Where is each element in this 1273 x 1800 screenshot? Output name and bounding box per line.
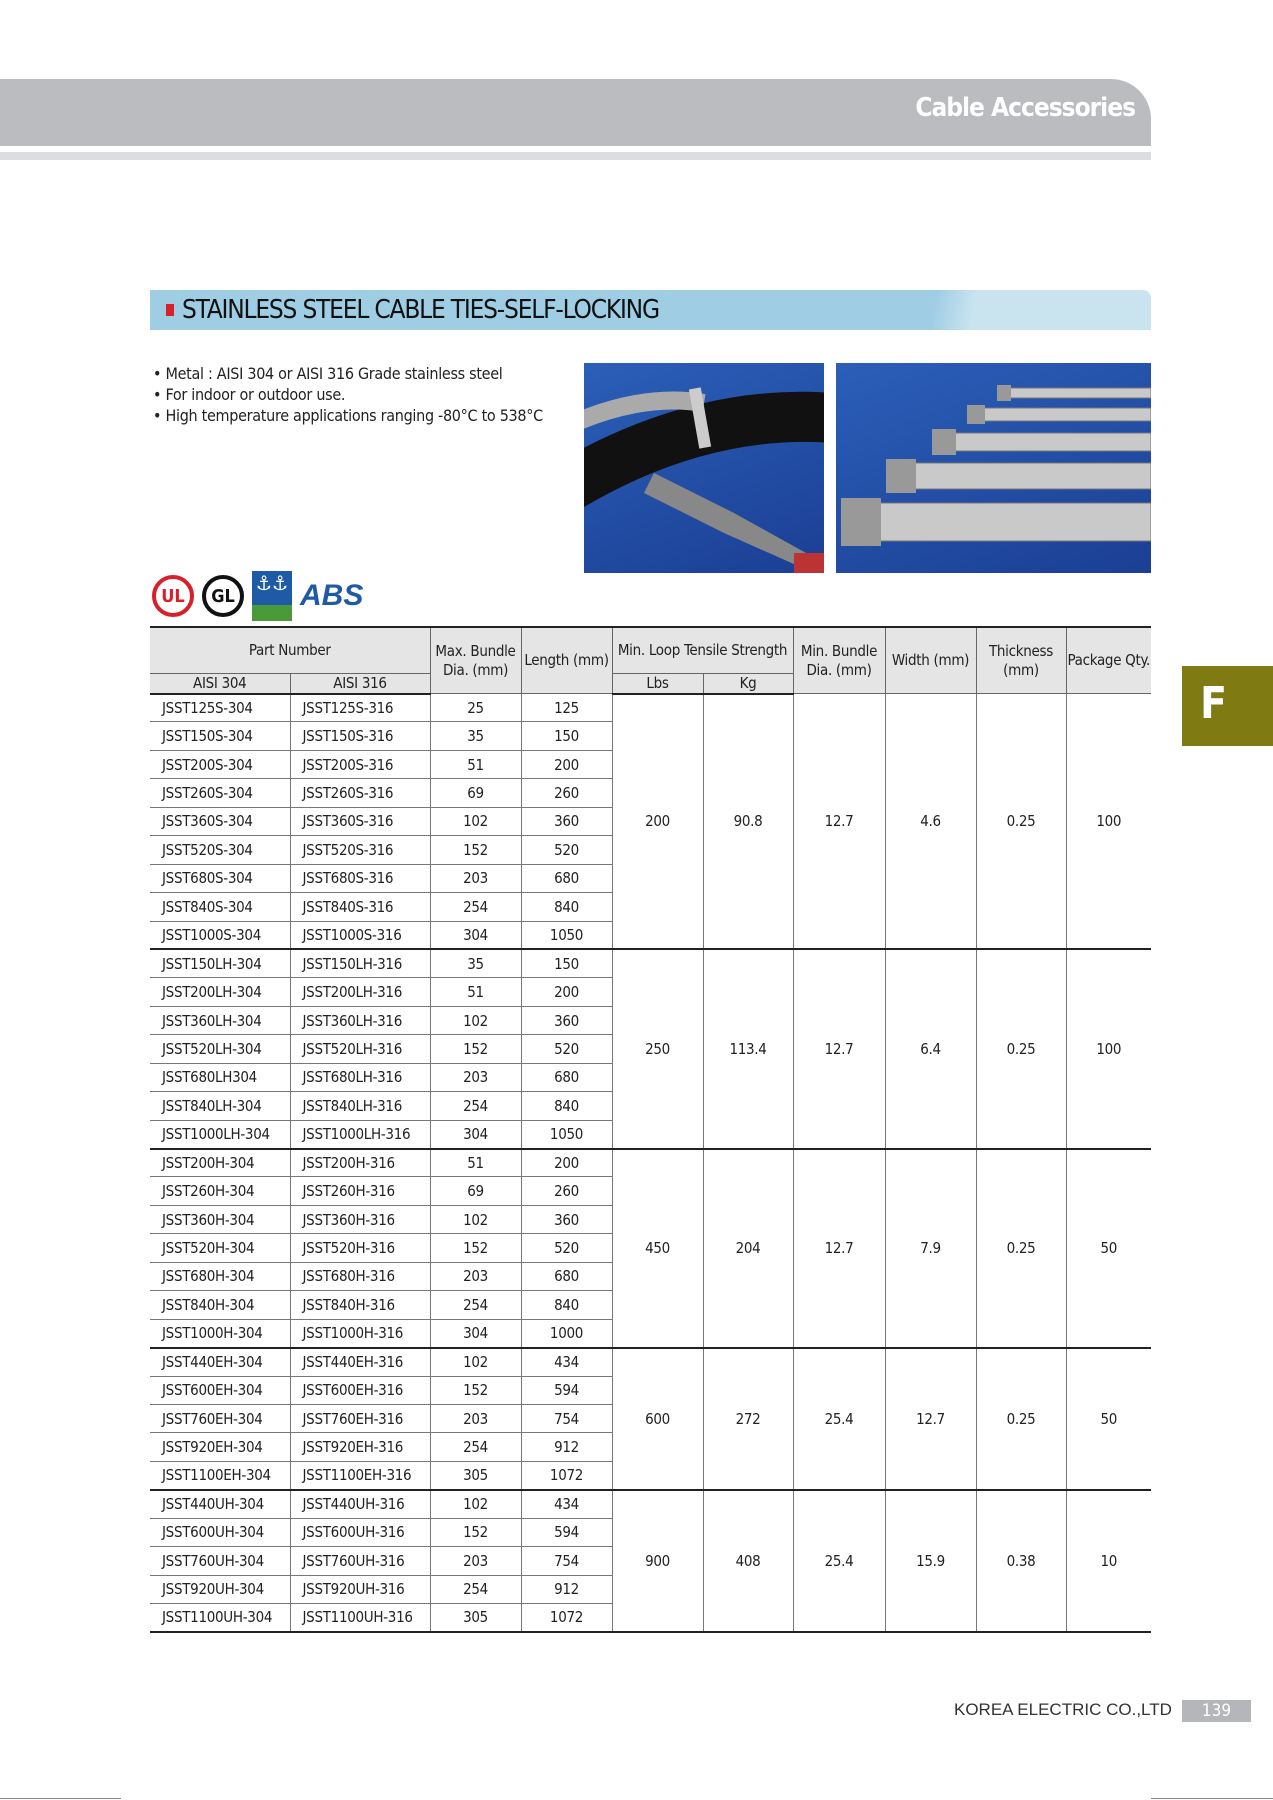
cell-max-bundle-dia: 102	[430, 1348, 521, 1376]
cell-lbs: 200	[612, 694, 703, 950]
cell-max-bundle-dia: 152	[430, 1518, 521, 1546]
cell-package: 100	[1066, 694, 1151, 950]
specifications-table	[150, 626, 1151, 1633]
cell-max-bundle-dia: 35	[430, 722, 521, 750]
cell-part-316: JSST840S-316	[290, 893, 430, 921]
cell-part-316: JSST920EH-316	[290, 1433, 430, 1461]
cell-part-304: JSST840LH-304	[150, 1092, 290, 1120]
cell-max-bundle-dia: 51	[430, 750, 521, 778]
cell-part-316: JSST600UH-316	[290, 1518, 430, 1546]
company-name: KOREA ELECTRIC CO.,LTD	[954, 1700, 1172, 1719]
header-lbs: Lbs	[612, 673, 703, 694]
cell-length: 680	[521, 1262, 612, 1290]
cell-width: 12.7	[885, 1348, 976, 1490]
cell-part-304: JSST360LH-304	[150, 1006, 290, 1034]
cell-length: 754	[521, 1404, 612, 1432]
cell-part-316: JSST520S-316	[290, 836, 430, 864]
cell-max-bundle-dia: 254	[430, 893, 521, 921]
gl-logo: GL	[202, 575, 244, 617]
cell-max-bundle-dia: 254	[430, 1291, 521, 1319]
cell-length: 360	[521, 1205, 612, 1233]
abs-logo-text: ABS	[300, 579, 364, 612]
feature-list	[153, 363, 543, 426]
cell-part-304: JSST760EH-304	[150, 1404, 290, 1432]
cell-kg: 204	[703, 1149, 793, 1348]
feature-item: • High temperature applications ranging -80°C to 538°C	[153, 406, 543, 425]
cell-length: 1000	[521, 1319, 612, 1347]
cell-part-304: JSST150S-304	[150, 722, 290, 750]
cell-min-bundle: 25.4	[793, 1490, 885, 1632]
cell-part-304: JSST1000LH-304	[150, 1120, 290, 1148]
header-width: Width (mm)	[885, 627, 976, 694]
cell-kg: 272	[703, 1348, 793, 1490]
ul-logo: UL	[152, 575, 194, 617]
cell-part-304: JSST1000S-304	[150, 921, 290, 949]
cell-part-304: JSST920UH-304	[150, 1575, 290, 1603]
cell-part-316: JSST125S-316	[290, 694, 430, 722]
cell-max-bundle-dia: 51	[430, 1149, 521, 1177]
table-row	[150, 694, 1151, 722]
cell-width: 7.9	[885, 1149, 976, 1348]
cell-thickness: 0.25	[976, 694, 1066, 950]
cell-part-304: JSST200H-304	[150, 1149, 290, 1177]
cell-part-316: JSST440EH-316	[290, 1348, 430, 1376]
cell-length: 200	[521, 750, 612, 778]
cell-part-316: JSST600EH-316	[290, 1376, 430, 1404]
cell-part-304: JSST125S-304	[150, 694, 290, 722]
cell-part-304: JSST1000H-304	[150, 1319, 290, 1347]
cell-length: 434	[521, 1490, 612, 1518]
cell-part-304: JSST440EH-304	[150, 1348, 290, 1376]
table-row	[150, 1149, 1151, 1177]
cell-max-bundle-dia: 25	[430, 694, 521, 722]
table-row	[150, 1348, 1151, 1376]
cell-max-bundle-dia: 35	[430, 949, 521, 977]
cell-max-bundle-dia: 203	[430, 864, 521, 892]
product-title: STAINLESS STEEL CABLE TIES-SELF-LOCKING	[182, 295, 659, 325]
cell-kg: 408	[703, 1490, 793, 1632]
cell-package: 10	[1066, 1490, 1151, 1632]
cell-package: 50	[1066, 1348, 1151, 1490]
cell-part-316: JSST440UH-316	[290, 1490, 430, 1518]
bottom-line-left	[0, 1798, 121, 1799]
cell-part-316: JSST840H-316	[290, 1291, 430, 1319]
cell-part-304: JSST150LH-304	[150, 949, 290, 977]
cell-part-304: JSST360H-304	[150, 1205, 290, 1233]
cell-max-bundle-dia: 152	[430, 1376, 521, 1404]
header-aisi316: AISI 316	[290, 673, 430, 694]
cell-min-bundle: 12.7	[793, 949, 885, 1148]
cell-max-bundle-dia: 203	[430, 1262, 521, 1290]
table-row	[150, 1490, 1151, 1518]
certification-logos	[152, 571, 363, 621]
cell-max-bundle-dia: 254	[430, 1092, 521, 1120]
abs-logo	[300, 579, 363, 613]
cell-length: 840	[521, 1291, 612, 1319]
cell-width: 6.4	[885, 949, 976, 1148]
cell-part-316: JSST260S-316	[290, 779, 430, 807]
cell-part-316: JSST1100EH-316	[290, 1461, 430, 1489]
cell-part-304: JSST600EH-304	[150, 1376, 290, 1404]
cell-length: 520	[521, 1234, 612, 1262]
cell-length: 1050	[521, 921, 612, 949]
cell-length: 912	[521, 1575, 612, 1603]
cell-max-bundle-dia: 152	[430, 836, 521, 864]
cell-length: 260	[521, 779, 612, 807]
cell-part-316: JSST200S-316	[290, 750, 430, 778]
product-title-band	[150, 290, 1151, 330]
header-part-number: Part Number	[150, 627, 430, 673]
cell-thickness: 0.38	[976, 1490, 1066, 1632]
cell-length: 200	[521, 1149, 612, 1177]
cell-part-304: JSST680H-304	[150, 1262, 290, 1290]
header-max-bundle: Max. Bundle Dia. (mm)	[430, 627, 521, 694]
cell-part-316: JSST200LH-316	[290, 978, 430, 1006]
cell-thickness: 0.25	[976, 949, 1066, 1148]
cell-part-304: JSST760UH-304	[150, 1547, 290, 1575]
cell-length: 360	[521, 807, 612, 835]
dnv-logo: ⚓⚓	[252, 571, 292, 621]
cell-max-bundle-dia: 304	[430, 1319, 521, 1347]
cell-part-316: JSST1000LH-316	[290, 1120, 430, 1148]
cell-part-316: JSST360H-316	[290, 1205, 430, 1233]
cell-part-316: JSST920UH-316	[290, 1575, 430, 1603]
cable-tie-installed-photo	[584, 363, 824, 573]
cell-length: 360	[521, 1006, 612, 1034]
cell-part-316: JSST150S-316	[290, 722, 430, 750]
cell-length: 1072	[521, 1604, 612, 1632]
section-tab-f: F	[1182, 666, 1273, 746]
cell-part-304: JSST360S-304	[150, 807, 290, 835]
cell-width: 15.9	[885, 1490, 976, 1632]
cell-length: 1072	[521, 1461, 612, 1489]
cell-part-316: JSST1000S-316	[290, 921, 430, 949]
cell-max-bundle-dia: 254	[430, 1575, 521, 1603]
cell-kg: 113.4	[703, 949, 793, 1148]
cell-part-304: JSST840S-304	[150, 893, 290, 921]
cell-length: 840	[521, 1092, 612, 1120]
cell-max-bundle-dia: 69	[430, 779, 521, 807]
cell-part-304: JSST520H-304	[150, 1234, 290, 1262]
cell-length: 680	[521, 1063, 612, 1091]
cell-part-316: JSST1100UH-316	[290, 1604, 430, 1632]
header-thickness: Thickness (mm)	[976, 627, 1066, 694]
bottom-line-right	[1151, 1798, 1273, 1799]
cell-max-bundle-dia: 304	[430, 921, 521, 949]
cell-lbs: 900	[612, 1490, 703, 1632]
cable-ties-sizes-photo	[836, 363, 1151, 573]
cell-min-bundle: 25.4	[793, 1348, 885, 1490]
cell-max-bundle-dia: 102	[430, 1490, 521, 1518]
cell-length: 150	[521, 949, 612, 977]
cell-part-316: JSST360S-316	[290, 807, 430, 835]
cell-part-304: JSST680LH304	[150, 1063, 290, 1091]
cell-max-bundle-dia: 203	[430, 1404, 521, 1432]
cell-part-316: JSST520LH-316	[290, 1035, 430, 1063]
cell-max-bundle-dia: 152	[430, 1234, 521, 1262]
cell-part-316: JSST520H-316	[290, 1234, 430, 1262]
header-stripe	[0, 152, 1151, 160]
cell-length: 150	[521, 722, 612, 750]
cell-max-bundle-dia: 152	[430, 1035, 521, 1063]
feature-item: • For indoor or outdoor use.	[153, 385, 346, 404]
cell-length: 520	[521, 836, 612, 864]
cell-max-bundle-dia: 69	[430, 1177, 521, 1205]
cell-part-316: JSST1000H-316	[290, 1319, 430, 1347]
section-title: Cable Accessories	[915, 93, 1135, 123]
cell-kg: 90.8	[703, 694, 793, 950]
cell-part-316: JSST680S-316	[290, 864, 430, 892]
cell-part-316: JSST150LH-316	[290, 949, 430, 977]
cell-max-bundle-dia: 102	[430, 1205, 521, 1233]
header-length: Length (mm)	[521, 627, 612, 694]
header-kg: Kg	[703, 673, 793, 694]
header-package-qty: Package Qty.	[1066, 627, 1151, 694]
cell-length: 520	[521, 1035, 612, 1063]
cell-part-316: JSST680LH-316	[290, 1063, 430, 1091]
cell-part-304: JSST520LH-304	[150, 1035, 290, 1063]
cell-length: 1050	[521, 1120, 612, 1148]
table-row	[150, 949, 1151, 977]
header-tensile-strength: Min. Loop Tensile Strength	[612, 627, 793, 673]
cell-length: 594	[521, 1518, 612, 1546]
cell-part-304: JSST920EH-304	[150, 1433, 290, 1461]
cell-max-bundle-dia: 203	[430, 1547, 521, 1575]
cell-lbs: 450	[612, 1149, 703, 1348]
cell-part-316: JSST200H-316	[290, 1149, 430, 1177]
page-number: 139	[1182, 1700, 1251, 1722]
cell-part-304: JSST200LH-304	[150, 978, 290, 1006]
cell-max-bundle-dia: 51	[430, 978, 521, 1006]
cell-part-304: JSST260H-304	[150, 1177, 290, 1205]
cell-part-316: JSST760EH-316	[290, 1404, 430, 1432]
cell-part-304: JSST600UH-304	[150, 1518, 290, 1546]
cell-length: 840	[521, 893, 612, 921]
section-header-bar	[0, 79, 1151, 146]
cell-length: 754	[521, 1547, 612, 1575]
header-min-bundle: Min. Bundle Dia. (mm)	[793, 627, 885, 694]
cell-part-304: JSST1100EH-304	[150, 1461, 290, 1489]
cell-length: 200	[521, 978, 612, 1006]
cell-length: 912	[521, 1433, 612, 1461]
cell-length: 125	[521, 694, 612, 722]
cell-part-304: JSST520S-304	[150, 836, 290, 864]
cell-width: 4.6	[885, 694, 976, 950]
cell-length: 680	[521, 864, 612, 892]
cell-min-bundle: 12.7	[793, 1149, 885, 1348]
cell-package: 100	[1066, 949, 1151, 1148]
cell-max-bundle-dia: 304	[430, 1120, 521, 1148]
cell-thickness: 0.25	[976, 1149, 1066, 1348]
cell-part-304: JSST680S-304	[150, 864, 290, 892]
red-square-icon	[166, 304, 174, 316]
cell-part-304: JSST200S-304	[150, 750, 290, 778]
cell-length: 260	[521, 1177, 612, 1205]
cell-max-bundle-dia: 102	[430, 1006, 521, 1034]
cell-length: 594	[521, 1376, 612, 1404]
cell-part-316: JSST840LH-316	[290, 1092, 430, 1120]
cell-max-bundle-dia: 102	[430, 807, 521, 835]
cell-part-316: JSST760UH-316	[290, 1547, 430, 1575]
cell-lbs: 250	[612, 949, 703, 1148]
cell-min-bundle: 12.7	[793, 694, 885, 950]
cell-part-304: JSST440UH-304	[150, 1490, 290, 1518]
cell-max-bundle-dia: 203	[430, 1063, 521, 1091]
cell-part-316: JSST680H-316	[290, 1262, 430, 1290]
cell-part-316: JSST260H-316	[290, 1177, 430, 1205]
cell-max-bundle-dia: 254	[430, 1433, 521, 1461]
header-aisi304: AISI 304	[150, 673, 290, 694]
cell-part-304: JSST260S-304	[150, 779, 290, 807]
cell-part-304: JSST1100UH-304	[150, 1604, 290, 1632]
cell-lbs: 600	[612, 1348, 703, 1490]
cell-part-304: JSST840H-304	[150, 1291, 290, 1319]
feature-item: • Metal : AISI 304 or AISI 316 Grade stainless steel	[153, 364, 503, 383]
cell-part-316: JSST360LH-316	[290, 1006, 430, 1034]
cell-max-bundle-dia: 305	[430, 1604, 521, 1632]
cell-thickness: 0.25	[976, 1348, 1066, 1490]
cell-max-bundle-dia: 305	[430, 1461, 521, 1489]
cell-length: 434	[521, 1348, 612, 1376]
cell-package: 50	[1066, 1149, 1151, 1348]
